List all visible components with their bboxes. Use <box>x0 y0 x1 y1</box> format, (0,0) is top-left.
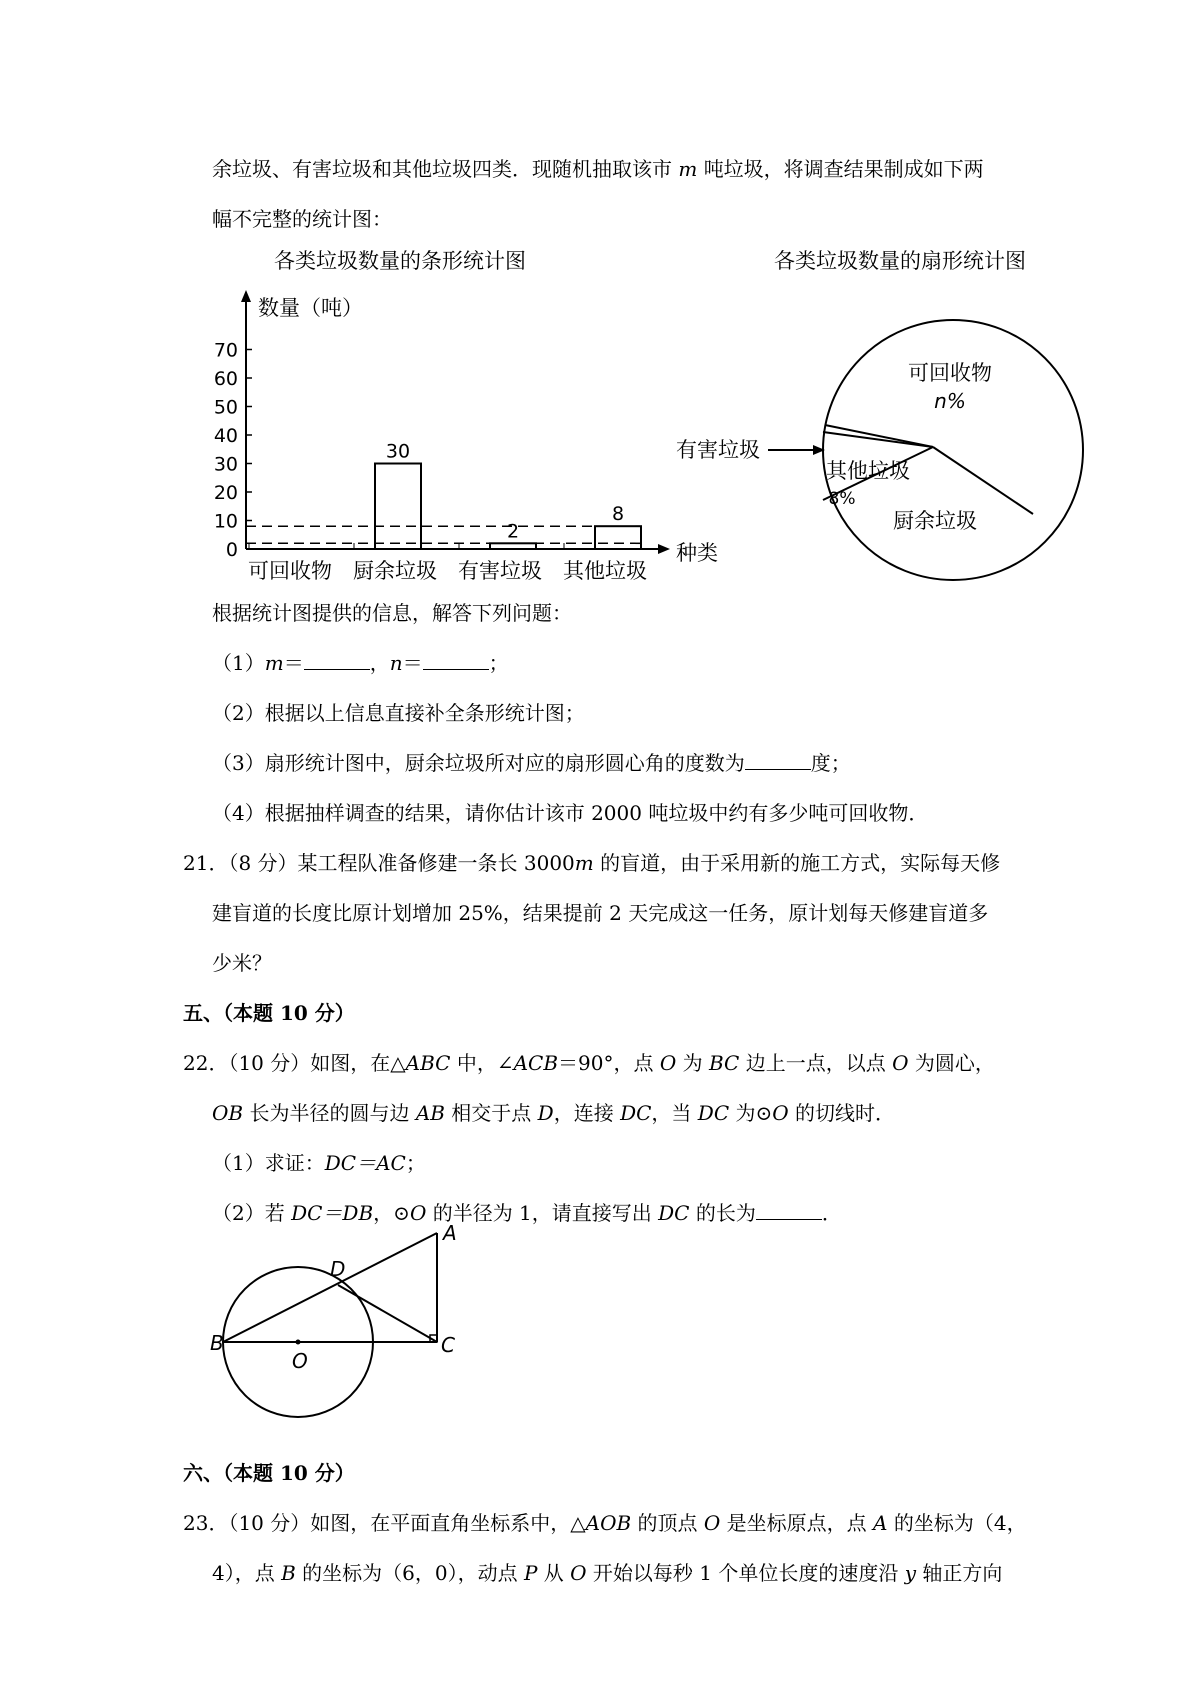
q22-text: 为 <box>676 1051 709 1075</box>
q20-prompt <box>212 600 572 626</box>
q23-text: 轴正方向 <box>916 1561 1003 1585</box>
q20-part1 <box>212 650 509 676</box>
point-d: D <box>537 1101 554 1125</box>
label-a: A <box>443 1221 457 1245</box>
q21-line-3 <box>212 950 272 976</box>
q22-part1-text: （1）求证： <box>212 1151 325 1175</box>
y-tick-label: 60 <box>213 368 238 390</box>
pie-value-recyclable: n% <box>934 389 966 413</box>
point-a: A <box>873 1511 888 1535</box>
q20-part4 <box>212 800 928 826</box>
q22-text: 相交于点 <box>444 1101 538 1125</box>
point-o: O <box>703 1511 721 1535</box>
y-tick-label: 50 <box>213 396 238 419</box>
bar-data-label: 8 <box>611 503 625 526</box>
bar-data-label: 2 <box>506 520 520 543</box>
intro-text: 余垃圾、有害垃圾和其他垃圾四类．现随机抽取该市 <box>212 157 672 181</box>
q22-part2-equation: DC＝DB <box>291 1201 374 1225</box>
q22-part2-text: （2）若 <box>212 1201 292 1225</box>
point-o: O <box>570 1561 587 1585</box>
circle-o: O <box>772 1101 789 1125</box>
segment-ba-line <box>223 1233 437 1342</box>
q21-line-1 <box>183 850 1000 876</box>
category-label: 厨余垃圾 <box>353 559 437 583</box>
q23-text: 的顶点 <box>631 1511 704 1535</box>
q22-text: 为圆心， <box>908 1051 995 1075</box>
circle-o-shape <box>223 1267 373 1417</box>
pie-label-hazardous: 有害垃圾 <box>676 438 760 462</box>
q22-text: 长为半径的圆与边 <box>243 1101 416 1125</box>
x-axis-arrow-icon <box>658 544 670 554</box>
point-o: O <box>892 1051 909 1075</box>
q22-part2-text: 的长为 <box>689 1201 756 1225</box>
y-axis-arrow-icon <box>241 290 251 302</box>
q23-text: 开始以每秒 1 个单位长度的速度沿 <box>586 1561 905 1585</box>
pie-label-other: 其他垃圾 <box>826 459 910 483</box>
q22-text: 22．（10 分）如图，在△ <box>183 1051 406 1075</box>
q23-text: 从 <box>537 1561 571 1585</box>
segment-dc-line <box>338 1285 437 1342</box>
label-b: B <box>210 1331 224 1355</box>
section-6-heading <box>183 1460 355 1486</box>
pie-label-recyclable: 可回收物 <box>908 361 992 385</box>
var-m: m <box>678 157 698 181</box>
q23-text: 是坐标原点，点 <box>720 1511 874 1535</box>
segment-ab: AB <box>415 1101 445 1125</box>
y-tick-label: 0 <box>225 539 238 561</box>
y-tick-label: 40 <box>213 425 238 447</box>
bar <box>595 526 641 549</box>
center-dot <box>296 1340 301 1345</box>
bar <box>490 543 536 549</box>
bar-chart-title: 各类垃圾数量的条形统计图 <box>274 249 526 273</box>
section-heading-text: 五、（本题 10 分） <box>183 1001 355 1025</box>
circle-o: O <box>409 1201 427 1225</box>
q20-part2-text: （2）根据以上信息直接补全条形统计图； <box>212 701 585 725</box>
q23-line-2 <box>212 1560 1002 1586</box>
label-o: O <box>292 1349 308 1373</box>
q22-line-1 <box>183 1050 995 1076</box>
right-angle-mark <box>430 1335 437 1342</box>
var-n: n <box>389 651 403 675</box>
section-heading-text: 六、（本题 10 分） <box>183 1461 355 1485</box>
q22-text: 为⊙ <box>729 1101 773 1125</box>
q23-text: 23．（10 分）如图，在平面直角坐标系中，△ <box>183 1511 586 1535</box>
angle-acb: ACB <box>513 1051 559 1075</box>
bar-data-label: 30 <box>385 440 411 463</box>
answer-blank-m[interactable] <box>304 651 370 670</box>
q22-part2 <box>212 1200 842 1226</box>
q22-part1 <box>212 1150 426 1176</box>
var-m: m <box>264 651 284 675</box>
bar-chart <box>214 290 718 583</box>
bar <box>375 464 421 550</box>
x-axis-label: 种类 <box>676 541 718 565</box>
pie-chart <box>676 320 1083 580</box>
category-label: 其他垃圾 <box>563 559 647 583</box>
segment-dc: DC <box>658 1201 690 1225</box>
intro-text: 幅不完整的统计图： <box>212 207 392 231</box>
q20-part3-end: 度； <box>810 751 851 775</box>
pie-circle <box>823 320 1083 580</box>
q22-text: ，连接 <box>553 1101 621 1125</box>
q21-text: 建盲道的长度比原计划增加 25%，结果提前 2 天完成这一任务，原计划每天修建盲道多 <box>212 901 989 925</box>
end-mark: ； <box>405 1151 426 1175</box>
answer-blank-dc[interactable] <box>756 1201 822 1220</box>
y-tick-label: 10 <box>213 510 238 533</box>
q22-text: ，当 <box>651 1101 698 1125</box>
y-axis-label: y <box>904 1561 917 1585</box>
q22-part2-text: 的半径为 1，请直接写出 <box>426 1201 659 1225</box>
pie-label-kitchen: 厨余垃圾 <box>893 509 977 533</box>
q20-part3 <box>212 750 851 776</box>
y-axis-label: 数量（吨） <box>258 296 363 320</box>
q22-part1-equation: DC＝AC <box>324 1151 406 1175</box>
q22-text: ＝90°，点 <box>558 1051 660 1075</box>
label-d: D <box>330 1257 346 1281</box>
charts-figure <box>0 0 1200 600</box>
q23-text: 的坐标为（6，0），动点 <box>295 1561 524 1585</box>
label-c: C <box>441 1333 455 1357</box>
triangle-abc: ABC <box>405 1051 451 1075</box>
answer-blank-n[interactable] <box>423 651 489 670</box>
category-label: 有害垃圾 <box>458 559 542 583</box>
q22-line-2 <box>212 1100 895 1126</box>
q21-text: 的盲道，由于采用新的施工方式，实际每天修 <box>593 851 1001 875</box>
q21-text: 21．（8 分）某工程队准备修建一条长 3000 <box>183 851 575 875</box>
point-p: P <box>523 1561 538 1585</box>
pie-value-other: 8% <box>828 489 856 509</box>
unit-m: m <box>574 851 594 875</box>
segment-bc: BC <box>708 1051 740 1075</box>
q20-prompt-text: 根据统计图提供的信息，解答下列问题： <box>212 601 572 625</box>
y-tick-label: 30 <box>213 453 238 476</box>
category-label: 可回收物 <box>248 559 332 583</box>
q23-text: 的坐标为（4， <box>887 1511 1027 1535</box>
q23-text: 4），点 <box>212 1561 282 1585</box>
q22-part2-text: ，⊙ <box>373 1201 410 1225</box>
q22-text: 边上一点，以点 <box>739 1051 893 1075</box>
end-mark: ； <box>488 651 509 675</box>
segment-ob: OB <box>212 1101 244 1125</box>
q21-line-2 <box>212 900 988 926</box>
eq-sign: ＝ <box>283 651 304 675</box>
eq-sign: ＝ <box>402 651 423 675</box>
point-o: O <box>659 1051 677 1075</box>
segment-dc: DC <box>620 1101 652 1125</box>
q22-text: 中，∠ <box>450 1051 514 1075</box>
intro-text: 吨垃圾，将调查结果制成如下两 <box>703 157 984 181</box>
point-b: B <box>281 1561 296 1585</box>
y-tick-label: 70 <box>213 339 238 362</box>
q20-part3-text: （3）扇形统计图中，厨余垃圾所对应的扇形圆心角的度数为 <box>212 751 745 775</box>
separator: ， <box>369 651 390 675</box>
q22-text: 的切线时． <box>788 1101 896 1125</box>
y-tick-label: 20 <box>213 482 238 504</box>
answer-blank-angle[interactable] <box>745 751 811 770</box>
q23-line-1 <box>183 1510 1027 1536</box>
section-5-heading <box>183 1000 355 1026</box>
end-mark: ． <box>821 1201 842 1225</box>
pie-chart-title: 各类垃圾数量的扇形统计图 <box>774 249 1026 273</box>
q21-text: 少米？ <box>212 951 272 975</box>
triangle-aob: AOB <box>585 1511 632 1535</box>
q20-part4-text: （4）根据抽样调查的结果，请你估计该市 2000 吨垃圾中约有多少吨可回收物． <box>212 801 929 825</box>
segment-dc: DC <box>697 1101 730 1125</box>
part-number: （1） <box>212 651 265 675</box>
q20-part2 <box>212 700 585 726</box>
